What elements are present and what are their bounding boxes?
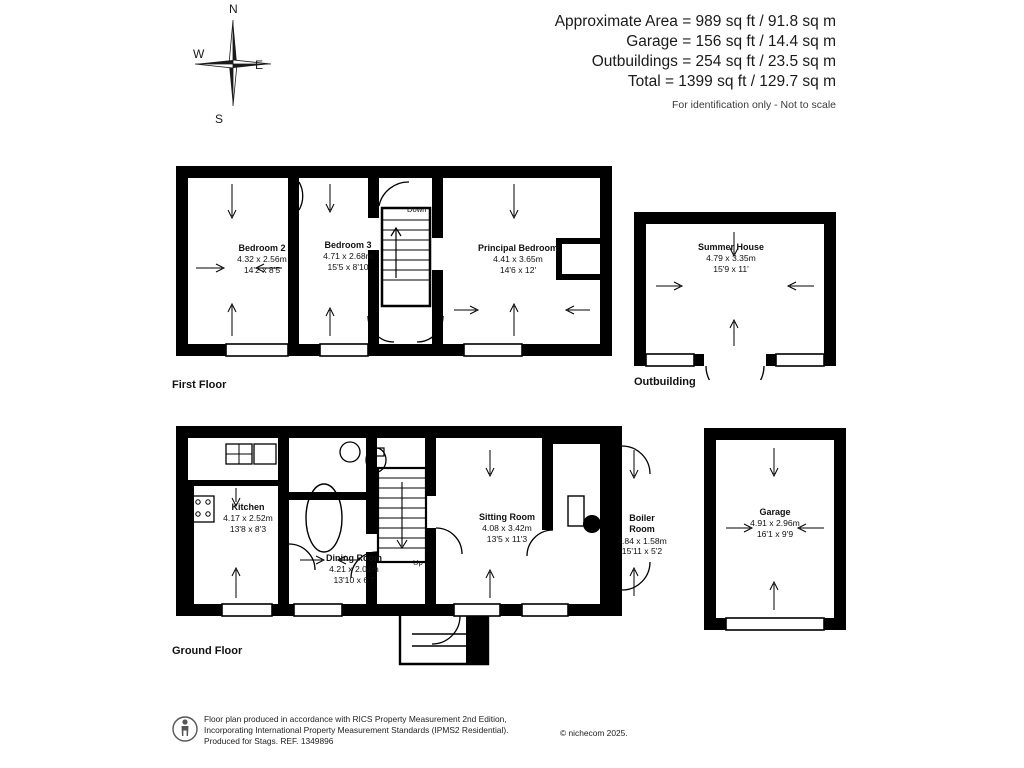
- room-imperial-garage: 16'1 x 9'9: [756, 528, 794, 539]
- room-name-bedroom-2: Bedroom 2: [238, 243, 286, 253]
- wall-kitchen-left: [188, 480, 194, 604]
- area-line-approximate: Approximate Area = 989 sq ft / 91.8 sq m: [554, 13, 836, 30]
- wall-kitchen-top: [188, 480, 284, 486]
- room-label-sitting-room: [455, 512, 559, 544]
- room-metric-kitchen: 4.17 x 2.52m: [223, 513, 273, 524]
- wall-g-bathroom-bottom: [289, 492, 367, 500]
- compass-icon: [185, 2, 295, 132]
- area-summary: [555, 12, 836, 115]
- footer-credit: © nichecom 2025.: [560, 728, 628, 738]
- area-line-total: Total = 1399 sq ft / 129.7 sq m: [627, 73, 836, 90]
- sitting-room-fireplace: [568, 496, 601, 533]
- room-name-bedroom-3: Bedroom 3: [324, 240, 372, 250]
- room-name-principal-bedroom: Principal Bedroom: [477, 243, 558, 253]
- compass-label-south: S: [215, 112, 224, 126]
- room-name-sitting-room: Sitting Room: [479, 512, 535, 522]
- stairs-label-down: Down: [407, 205, 427, 214]
- room-imperial-bedroom-2: 14'2 x 8'5: [243, 264, 281, 275]
- compass-label-west: W: [193, 47, 205, 61]
- room-name-dining-room: Dining Room: [326, 553, 382, 563]
- compass-label-east: E: [255, 58, 264, 72]
- floor-label-ground: Ground Floor: [172, 645, 243, 657]
- room-name-boiler-room: Room: [629, 524, 655, 535]
- area-line-outbuildings: Outbuildings = 254 sq ft / 23.5 sq m: [591, 53, 836, 70]
- footer-line-3: Produced for Stags. REF. 1349896: [204, 736, 334, 747]
- room-label-garage: [723, 507, 827, 539]
- compass-rose: [185, 2, 295, 132]
- floor-label-first: First Floor: [172, 379, 227, 391]
- wall-partition-4: [432, 178, 443, 238]
- room-metric-summer-house: 4.79 x 3.35m: [706, 253, 756, 264]
- area-disclaimer: For identification only - Not to scale: [672, 99, 836, 111]
- room-imperial-summer-house: 15'9 x 11': [713, 263, 749, 274]
- room-imperial-bedroom-3: 15'5 x 8'10: [327, 261, 369, 272]
- summer-house-plan: [630, 208, 840, 380]
- compass-label-north: N: [229, 2, 238, 16]
- room-name-summer-house: Summer House: [697, 242, 765, 252]
- stairs-label-up: Up: [413, 558, 423, 567]
- summer-house-door-opening: [704, 354, 766, 366]
- room-label-dining-room: [302, 553, 406, 585]
- floor-label-outbuilding: Outbuilding: [634, 376, 696, 388]
- room-name-garage: Garage: [759, 507, 791, 517]
- room-label-kitchen: [200, 502, 296, 534]
- room-imperial-sitting-room: 13'5 x 11'3: [486, 533, 528, 544]
- room-label-summer-house: [672, 242, 790, 274]
- front-porch: [400, 616, 488, 664]
- footer-text: [204, 714, 508, 748]
- room-name-kitchen: Kitchen: [231, 502, 265, 512]
- room-metric-garage: 4.91 x 2.96m: [750, 518, 800, 529]
- staircase-up: [378, 468, 426, 562]
- room-metric-principal-bedroom: 4.41 x 3.65m: [493, 254, 543, 265]
- wall-g-partition-1b: [278, 544, 289, 604]
- room-metric-boiler-room: 4.84 x 1.58m: [617, 535, 667, 546]
- surveyor-icon: [172, 712, 198, 746]
- footer-line-2: Incorporating International Property Measurement Standards (IPMS2 Residential).: [204, 725, 509, 736]
- room-metric-sitting-room: 4.08 x 3.42m: [482, 523, 532, 534]
- wall-boiler-top: [553, 438, 601, 444]
- room-name-boiler: Boiler: [629, 513, 655, 523]
- room-imperial-kitchen: 13'8 x 8'3: [229, 523, 267, 534]
- room-imperial-principal-bedroom: 14'6 x 12': [499, 264, 537, 275]
- garage-door: [726, 618, 824, 630]
- room-label-principal-bedroom: [454, 243, 582, 275]
- room-label-bedroom-3: [296, 240, 400, 272]
- room-label-boiler-room: [600, 513, 684, 557]
- wall-partition-2: [368, 178, 379, 218]
- footer-line-1: Floor plan produced in accordance with RICS Property Measurement 2nd Edition,: [204, 714, 507, 724]
- room-metric-bedroom-3: 4.71 x 2.68m: [323, 251, 373, 262]
- room-imperial-dining-room: 13'10 x 6'7: [333, 574, 375, 585]
- summer-house-walls: [634, 212, 836, 366]
- room-metric-dining-room: 4.21 x 2.01m: [329, 564, 379, 575]
- area-line-garage: Garage = 156 sq ft / 14.4 sq m: [626, 33, 836, 50]
- room-imperial-boiler-room: 15'11 x 5'2: [621, 546, 663, 557]
- summer-house-door-arcs: [706, 366, 764, 380]
- room-metric-bedroom-2: 4.32 x 2.56m: [237, 254, 287, 265]
